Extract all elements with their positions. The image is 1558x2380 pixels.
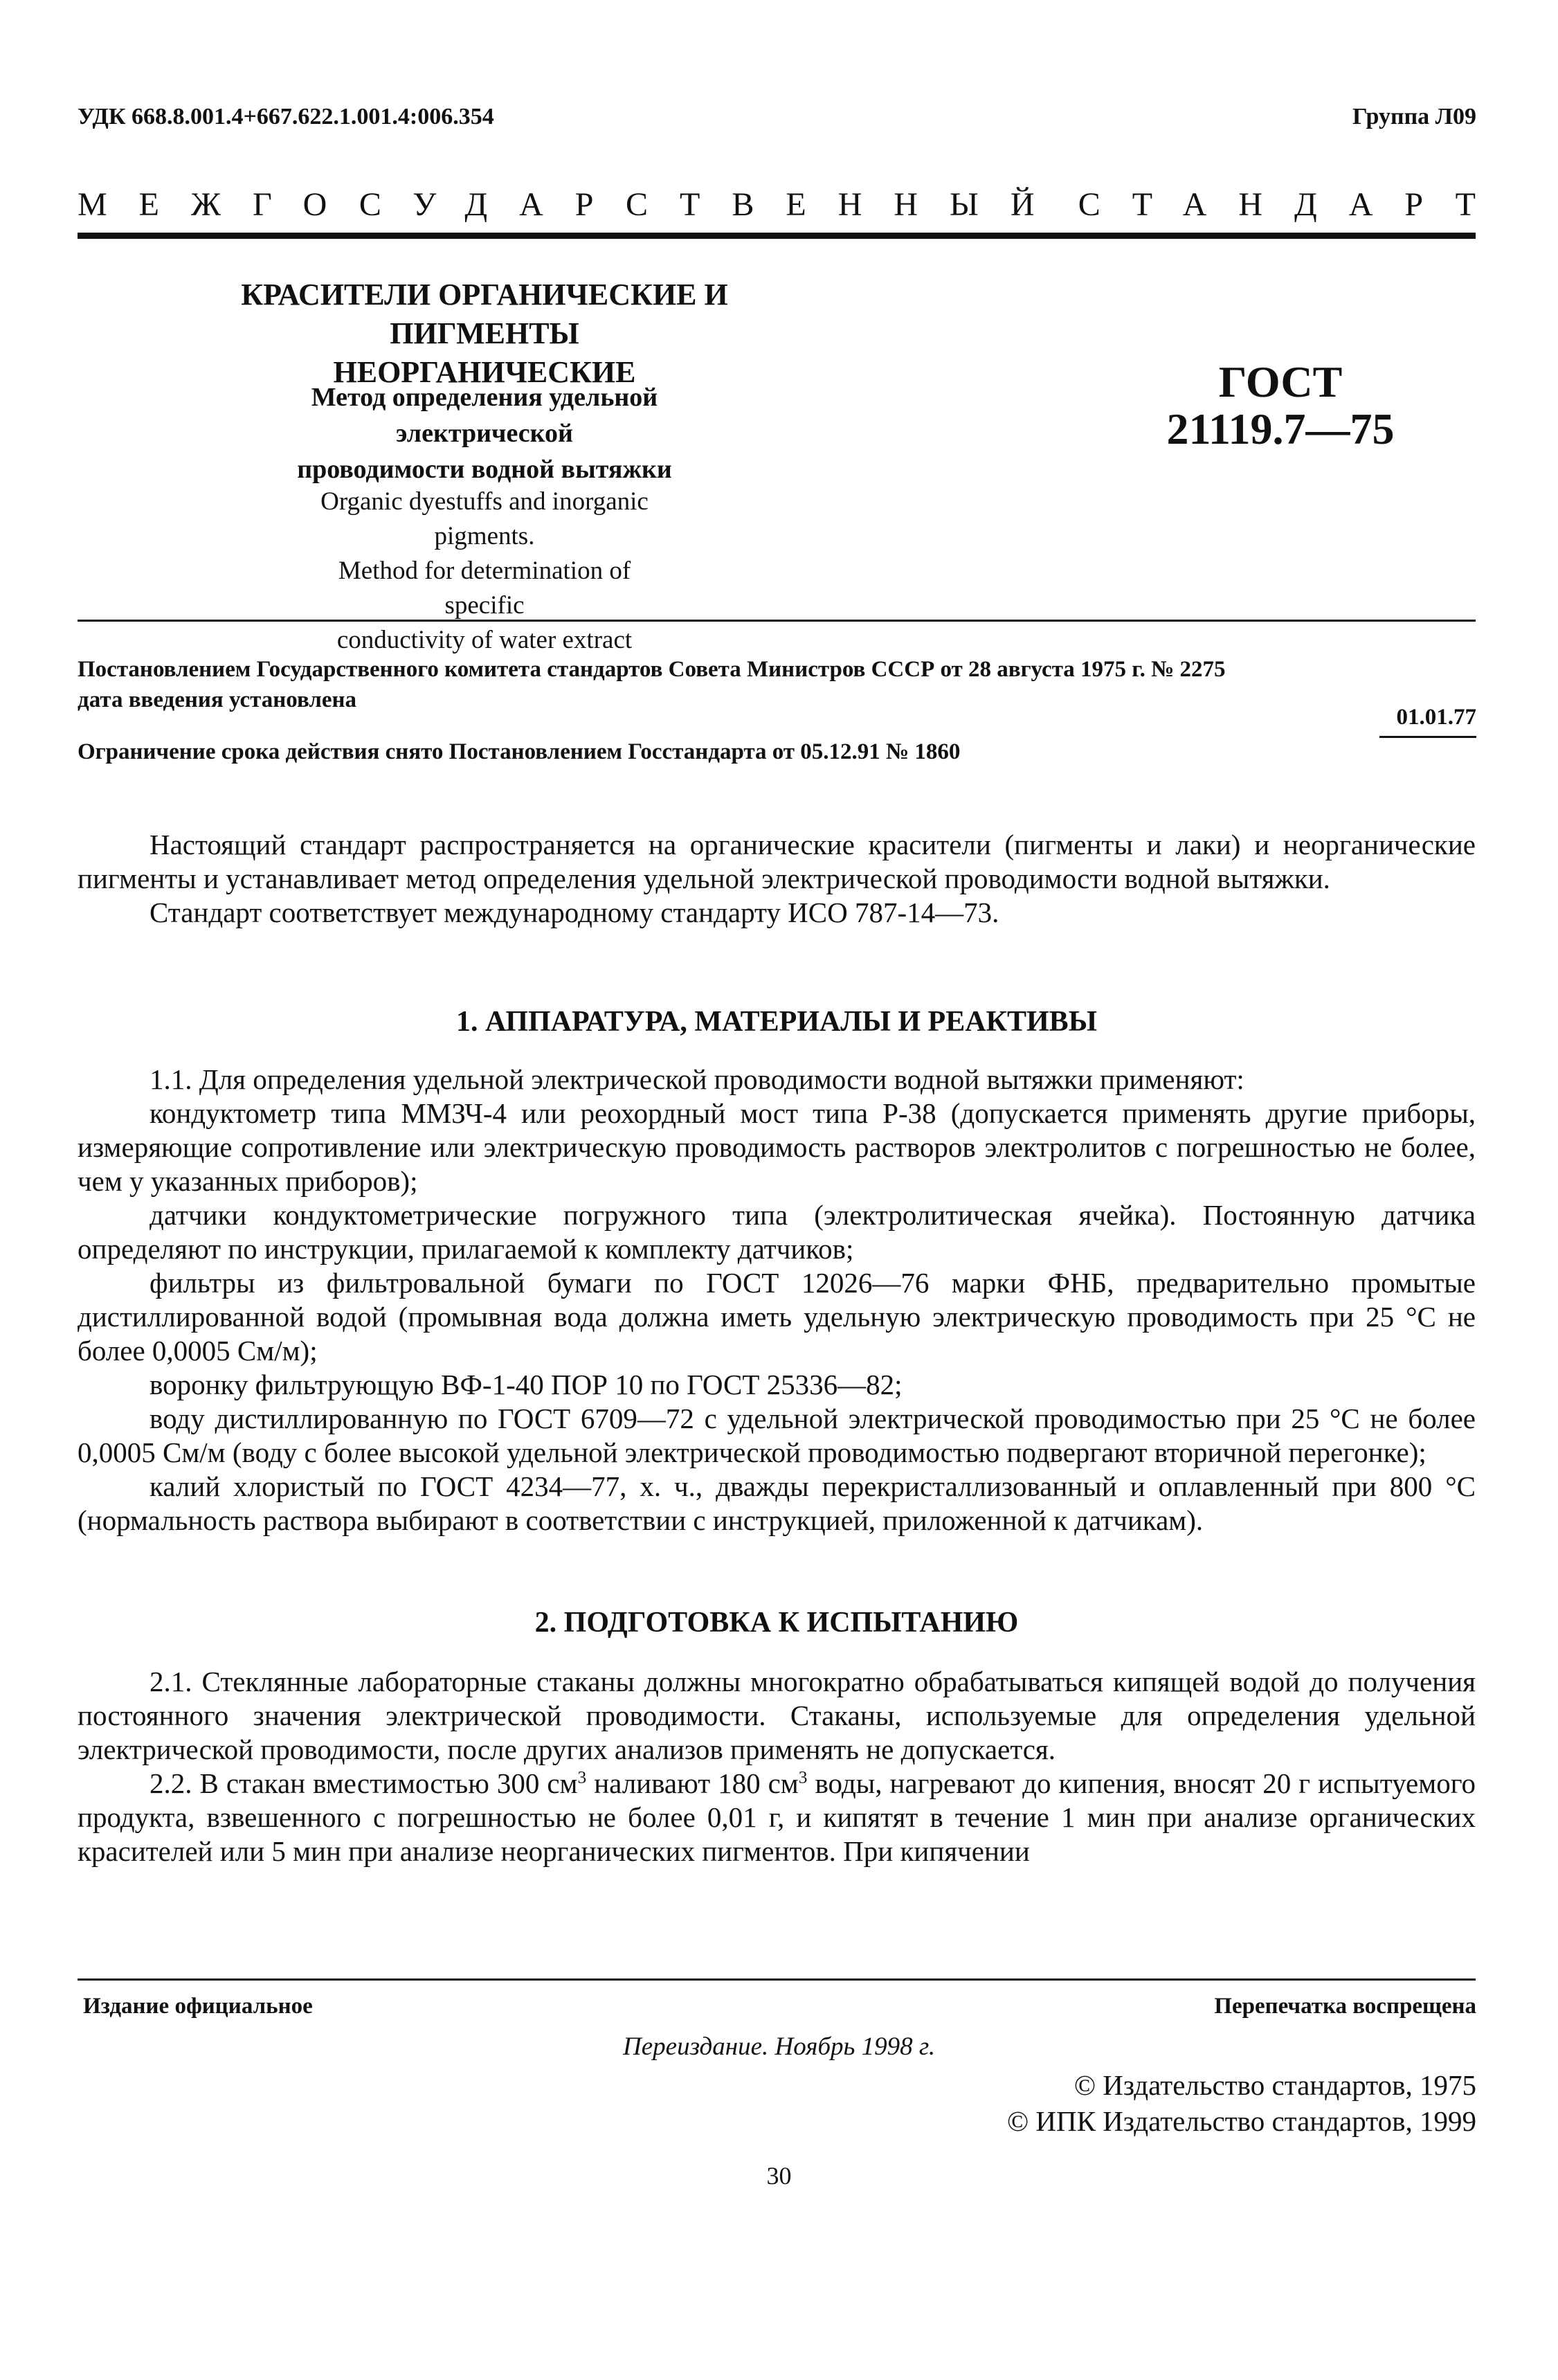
copyright-1975: © Издательство стандартов, 1975	[1074, 2069, 1476, 2101]
limit-removed-note: Ограничение срока действия снято Постановлением Госстандарта от 05.12.91 № 1860	[78, 739, 961, 764]
title-rule	[78, 620, 1476, 622]
section-2-paragraph: 2.1. Стеклянные лабораторные стаканы должны многократно обрабатываться кипящей водой до получения постоянного значения электрической проводимости. Стаканы, используемые для определения удельной электрической проводимости, после других анализов применять не допускается.	[78, 1666, 1476, 1765]
paragraph-part: воды, нагревают до кипения, вносят 20 г испытуемого продукта, взвешенного с погрешностью не более 0,01 г, и кипятят в течение 1 мин при анализе органических красителей или 5 мин при анализе неорганических пигментов. При кипячении	[78, 1767, 1476, 1867]
subtitle-line-1: Метод определения удельной электрической	[311, 383, 658, 448]
gost-label: ГОСТ	[1218, 357, 1343, 406]
footer-rule	[78, 1978, 1476, 1981]
banner-word-standard: СТАНДАРТ	[1078, 186, 1507, 223]
section-2-body	[78, 1665, 1476, 1868]
paragraph-part: 2.2. В стакан вместимостью 300 см	[150, 1767, 578, 1799]
subtitle-line-2: проводимости водной вытяжки	[297, 455, 672, 484]
gost-number	[1149, 359, 1412, 453]
section-1-heading: 1. АППАРАТУРА, МАТЕРИАЛЫ И РЕАКТИВЫ	[456, 1006, 1097, 1038]
section-1-body	[78, 1063, 1476, 1538]
section-1-paragraph: фильтры из фильтровальной бумаги по ГОСТ 12026—76 марки ФНБ, предварительно промытые дистиллированной водой (промывная вода должна иметь удельную электрическую проводимость при 25 °С не более 0,0005 См/м);	[78, 1267, 1476, 1367]
section-1-paragraph: 1.1. Для определения удельной электрической проводимости водной вытяжки применяют:	[150, 1063, 1244, 1095]
intro-paragraph-1: Настоящий стандарт распространяется на органические красители (пигменты и лаки) и неорганические пигменты и устанавливает метод определения удельной электрической проводимости водной вытяжки.	[78, 829, 1476, 894]
standard-banner	[78, 186, 1507, 224]
section-1-paragraph: кондуктометр типа ММЗЧ-4 или реохордный мост типа Р-38 (допускается применять другие приборы, измеряющие сопротивление или электрическую проводимость растворов электролитов с погрешностью не более, чем у указанных приборов);	[78, 1097, 1476, 1197]
title-line-2: НЕОРГАНИЧЕСКИЕ	[333, 355, 636, 389]
document-subtitle	[249, 379, 720, 487]
paragraph-part: наливают 180 см	[586, 1767, 799, 1799]
decree-line-1: Постановлением Государственного комитета стандартов Совета Министров СССР от 28 августа 1975 г. № 2275	[78, 657, 1226, 682]
title-line-1: КРАСИТЕЛИ ОРГАНИЧЕСКИЕ И ПИГМЕНТЫ	[241, 278, 728, 350]
banner-word-interstate: МЕЖГОСУДАРСТВЕННЫЙ	[78, 186, 1067, 223]
copyright-1999: © ИПК Издательство стандартов, 1999	[1006, 2105, 1476, 2137]
introduction-date: 01.01.77	[1396, 705, 1476, 730]
english-line-3: conductivity of water extract	[336, 626, 633, 654]
english-line-1: Organic dyestuffs and inorganic pigments.	[320, 487, 649, 550]
intro-paragraph-2: Стандарт соответствует международному стандарту ИСО 787-14—73.	[150, 896, 999, 928]
section-2-paragraph	[78, 1767, 1476, 1868]
date-underline	[1379, 736, 1476, 738]
section-1-paragraph: калий хлористый по ГОСТ 4234—77, х. ч., дважды перекристаллизованный и оплавленный при 800 °С (нормальность раствора выбирают в соответствии с инструкцией, приложенной к датчикам).	[78, 1470, 1476, 1536]
banner-rule	[78, 233, 1476, 239]
official-edition-label: Издание официальное	[83, 1994, 313, 2019]
gost-code: 21119.7—75	[1166, 404, 1395, 453]
superscript: 3	[577, 1767, 587, 1787]
english-title	[305, 485, 664, 658]
group-code: Группа Л09	[1352, 104, 1476, 129]
section-2-heading: 2. ПОДГОТОВКА К ИСПЫТАНИЮ	[534, 1607, 1019, 1639]
intro-block	[78, 828, 1476, 930]
reissue-note: Переиздание. Ноябрь 1998 г.	[623, 2032, 936, 2061]
document-title	[208, 276, 761, 392]
page-number: 30	[766, 2162, 792, 2190]
decree-line-2: дата введения установлена	[78, 687, 357, 712]
reprint-prohibited-label: Перепечатка воспрещена	[1214, 1994, 1476, 2019]
section-1-paragraph: воронку фильтрующую ВФ-1-40 ПОР 10 по ГОСТ 25336—82;	[150, 1369, 903, 1400]
udk-code: УДК 668.8.001.4+667.622.1.001.4:006.354	[78, 104, 494, 129]
decree-block	[78, 654, 1476, 715]
superscript: 3	[798, 1767, 808, 1787]
section-1-paragraph: воду дистиллированную по ГОСТ 6709—72 с удельной электрической проводимостью при 25 °С не более 0,0005 См/м (воду с более высокой удельной электрической проводимостью подвергают вторичной перегонке);	[78, 1403, 1476, 1468]
section-1-paragraph: датчики кондуктометрические погружного типа (электролитическая ячейка). Постоянную датчика определяют по инструкции, прилагаемой к комплекту датчиков;	[78, 1199, 1476, 1265]
english-line-2: Method for determination of specific	[338, 557, 631, 620]
